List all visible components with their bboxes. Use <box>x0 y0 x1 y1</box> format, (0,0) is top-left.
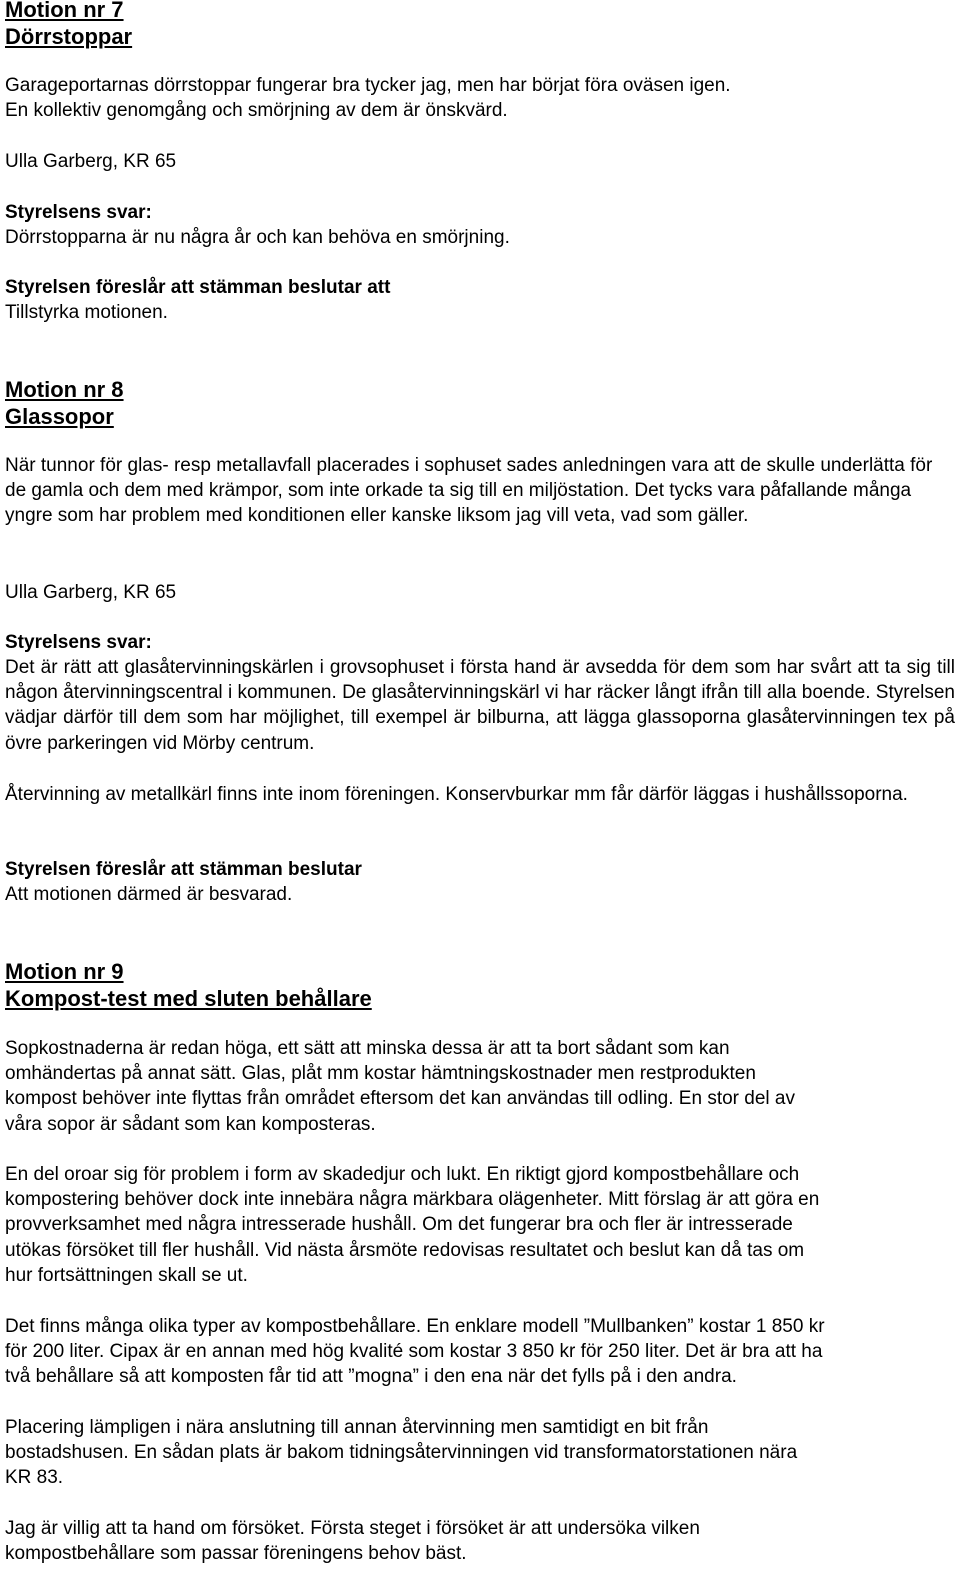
motion-7-body <box>5 73 955 123</box>
motion-8-reply: Det är rätt att glasåtervinningskärlen i grovsophuset i första hand är avsedda för dem som har svårt att ta sig till någon återvinningscentral i kommunen. De glasåtervinningskärl vi har räcker långt ifrån till alla boende. Styrelsen vädjar därför till dem som har möjlighet, till exempel är bilburna, att lägga glassoporna glasåtervinningen tex på övre parkeringen vid Mörby centrum. <box>5 657 955 754</box>
motion-7-number: Motion nr 7 <box>5 0 124 22</box>
motion-7-proposal-heading: Styrelsen föreslår att stämman beslutar att <box>5 277 391 298</box>
motion-9-number: Motion nr 9 <box>5 959 124 984</box>
motion-9-line: kompostering behöver dock inte innebära några märkbara olägenheter. Mitt förslag är att göra en <box>5 1189 820 1211</box>
motion-9-line: hur fortsättningen skall se ut. <box>5 1264 248 1286</box>
motion-9-line: utökas försöket till fler hushåll. Vid nästa årsmöte redovisas resultatet och beslut kan då tas om <box>5 1239 805 1261</box>
motion-8-reply-2: Återvinning av metallkärl finns inte inom föreningen. Konservburkar mm får därför läggas i hushållssoporna. <box>5 784 908 805</box>
motion-9-line: kompostbehållare som passar föreningens behov bäst. <box>5 1543 467 1565</box>
motion-7-body-line: En kollektiv genomgång och smörjning av dem är önskvärd. <box>5 100 508 122</box>
motion-9-paragraph-3 <box>5 1314 955 1390</box>
motion-9-line: Det finns många olika typer av kompostbehållare. En enklare modell ”Mullbanken” kostar 1 850 kr <box>5 1316 825 1337</box>
motion-9-paragraph-2 <box>5 1162 955 1288</box>
motion-8-proposal: Att motionen därmed är besvarad. <box>5 884 293 905</box>
motion-9-line: KR 83. <box>5 1467 64 1489</box>
motion-8-body: När tunnor för glas- resp metallavfall placerades i sophuset sades anledningen vara att de skulle underlätta för de gamla och dem med krämpor, som inte orkade ta sig till en miljöstation. Det tycks vara påfallande många yngre som har problem med konditionen eller kanske liksom jag vill veta, vad som gäller. <box>5 455 933 527</box>
motion-9-line: Placering lämpligen i nära anslutning till annan återvinning men samtidigt en bit från <box>5 1417 709 1438</box>
motion-7-proposal: Tillstyrka motionen. <box>5 302 168 323</box>
motion-8-author: Ulla Garberg, KR 65 <box>5 582 177 603</box>
motion-9-title: Kompost-test med sluten behållare <box>5 986 372 1011</box>
motion-9-line: Sopkostnaderna är redan höga, ett sätt att minska dessa är att ta bort sådant som kan <box>5 1038 730 1059</box>
motion-7-reply: Dörrstopparna är nu några år och kan behöva en smörjning. <box>5 227 510 248</box>
motion-9-paragraph-4 <box>5 1415 955 1491</box>
motion-9-line: omhändertas på annat sätt. Glas, plåt mm kostar hämtningskostnader men restprodukten <box>5 1063 756 1085</box>
motion-9-paragraph-5 <box>5 1516 955 1566</box>
motion-8-title: Glassopor <box>5 404 114 429</box>
motion-9-line: våra sopor är sådant som kan komposteras. <box>5 1113 376 1135</box>
motion-7-body-line: Garageportarnas dörrstoppar fungerar bra tycker jag, men har börjat föra oväsen igen. <box>5 75 731 96</box>
motion-9-line: provverksamhet med några intresserade hushåll. Om det fungerar bra och fler är intresserade <box>5 1214 793 1236</box>
motion-9-line: för 200 liter. Cipax är en annan med hög kvalité som kostar 3 850 kr för 250 liter. Det är bra att ha <box>5 1341 823 1363</box>
motion-7-reply-heading: Styrelsens svar: <box>5 202 152 223</box>
motion-9-line: kompost behöver inte flyttas från området eftersom det kan användas till odling. En stor del av <box>5 1088 795 1110</box>
motion-9-line: En del oroar sig för problem i form av skadedjur och lukt. En riktigt gjord kompostbehållare och <box>5 1164 800 1185</box>
motion-8-proposal-heading: Styrelsen föreslår att stämman beslutar <box>5 859 362 880</box>
motion-8-reply-heading: Styrelsens svar: <box>5 632 152 653</box>
motion-9-line: bostadshusen. En sådan plats är bakom tidningsåtervinningen vid transformatorstationen nära <box>5 1442 798 1464</box>
motion-7-author: Ulla Garberg, KR 65 <box>5 151 177 172</box>
motion-9-line: Jag är villig att ta hand om försöket. Första steget i försöket är att undersöka vilken <box>5 1518 700 1539</box>
motion-7-title: Dörrstoppar <box>5 24 133 49</box>
motion-8-number: Motion nr 8 <box>5 377 124 402</box>
motion-9-paragraph-1 <box>5 1036 955 1137</box>
motion-9-line: två behållare så att komposten får tid att ”mogna” i den ena när det fylls på i den andra. <box>5 1366 737 1388</box>
